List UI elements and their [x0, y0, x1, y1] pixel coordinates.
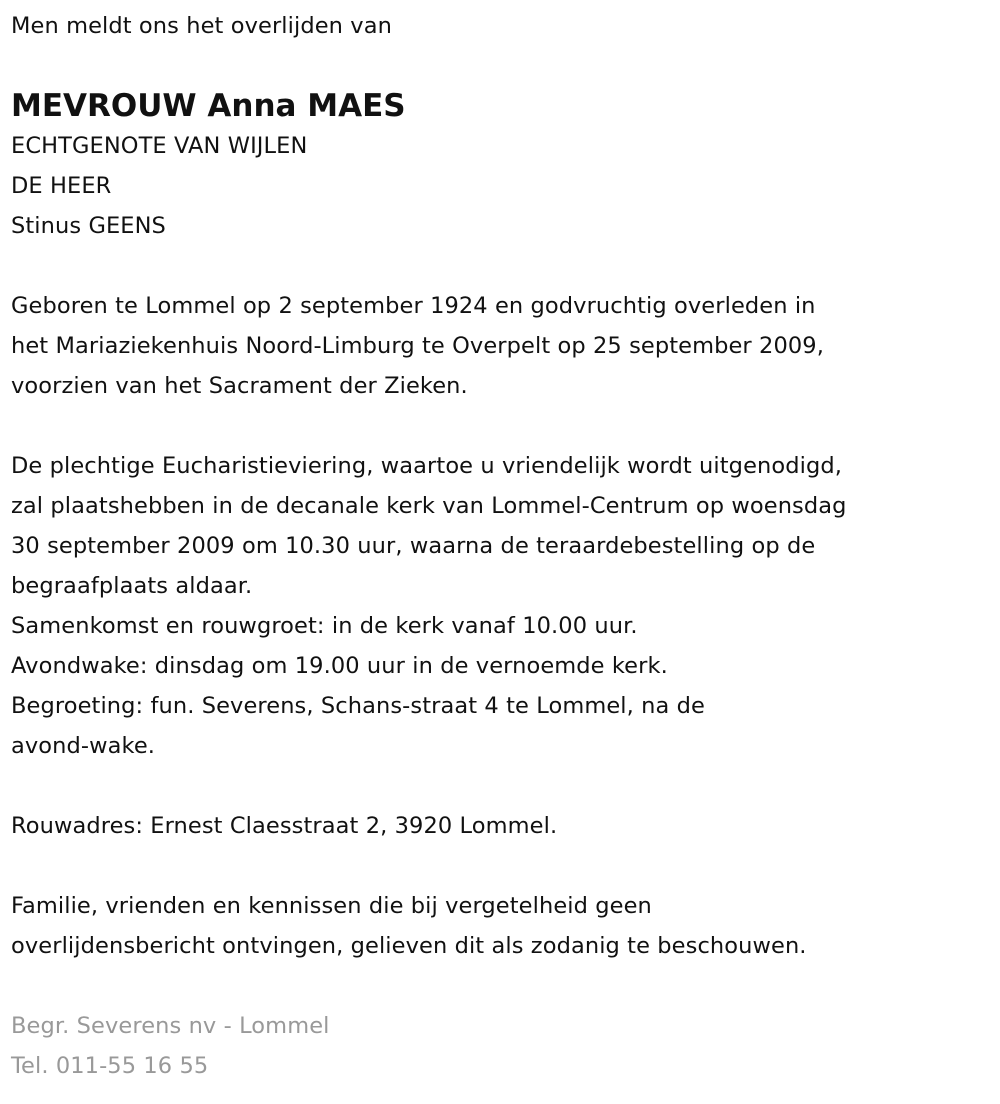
funeral-home-phone: Tel. 011-55 16 55 — [11, 1053, 209, 1079]
deceased-name: MEVROUW Anna MAES — [11, 88, 406, 124]
paragraph-line: Familie, vrienden en kennissen die bij vergetelheid geen — [11, 893, 652, 919]
paragraph-line: het Mariaziekenhuis Noord-Limburg te Overpelt op 25 september 2009, — [11, 333, 824, 359]
paragraph-line: zal plaatshebben in de decanale kerk van Lommel-Centrum op woensdag — [11, 493, 847, 519]
intro-text: Men meldt ons het overlijden van — [11, 13, 392, 39]
spouse-line: ECHTGENOTE VAN WIJLEN — [11, 133, 308, 159]
funeral-home-footer — [11, 1006, 847, 1086]
paragraph-line: Begroeting: fun. Severens, Schans-straat 4 te Lommel, na de — [11, 693, 705, 719]
paragraph-line: overlijdensbericht ontvingen, gelieven dit als zodanig te beschouwen. — [11, 933, 807, 959]
paragraph-line: Avondwake: dinsdag om 19.00 uur in de vernoemde kerk. — [11, 653, 668, 679]
funeral-home-name: Begr. Severens nv - Lommel — [11, 1013, 330, 1039]
paragraph-line: avond-wake. — [11, 733, 156, 759]
spouse-line: Stinus GEENS — [11, 213, 166, 239]
paragraph-line: Geboren te Lommel op 2 september 1924 en godvruchtig overleden in — [11, 293, 816, 319]
paragraph-line: Samenkomst en rouwgroet: in de kerk vanaf 10.00 uur. — [11, 613, 638, 639]
ceremony-paragraph — [11, 446, 847, 766]
death-notice — [11, 6, 847, 1086]
paragraph-line: begraafplaats aldaar. — [11, 573, 253, 599]
spouse-block — [11, 126, 847, 246]
paragraph-line: 30 september 2009 om 10.30 uur, waarna de teraardebestelling op de — [11, 533, 816, 559]
paragraph-line: De plechtige Eucharistieviering, waartoe u vriendelijk wordt uitgenodigd, — [11, 453, 842, 479]
spouse-line: DE HEER — [11, 173, 112, 199]
paragraph-line: voorzien van het Sacrament der Zieken. — [11, 373, 468, 399]
notice-paragraph — [11, 886, 847, 966]
mourning-address: Rouwadres: Ernest Claesstraat 2, 3920 Lommel. — [11, 813, 558, 839]
birth-death-paragraph — [11, 286, 847, 406]
